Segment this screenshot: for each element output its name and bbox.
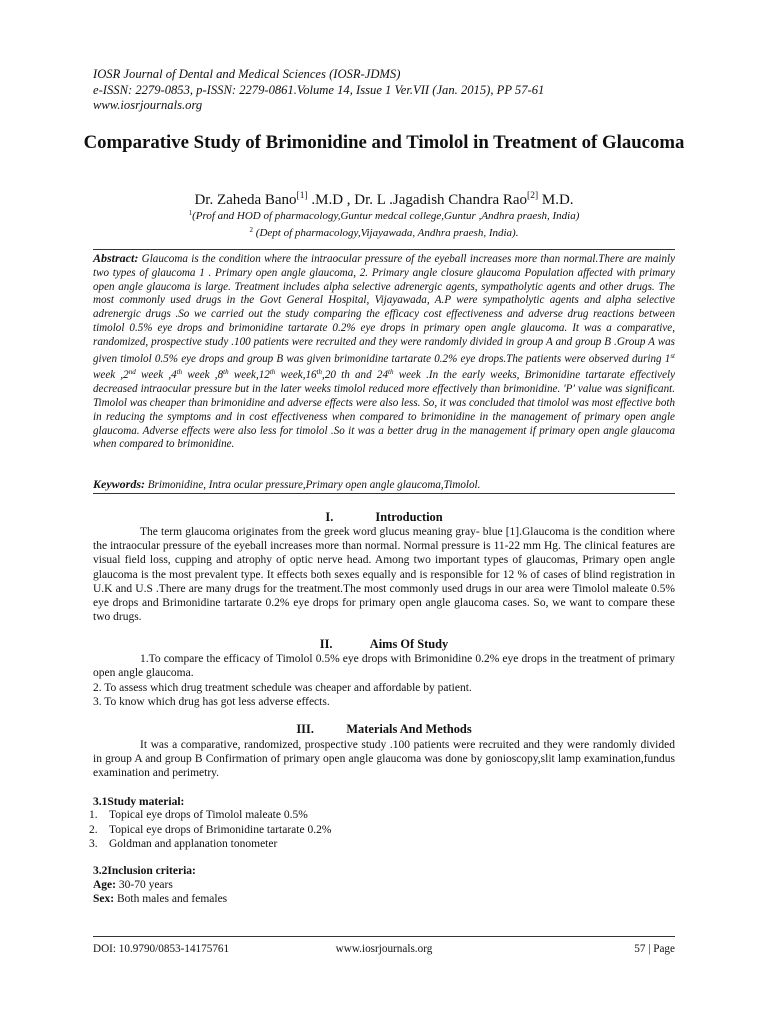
aim-3: 3. To know which drug has got less adverse effects. <box>93 696 330 708</box>
section-heading-aims: II. Aims Of Study <box>319 637 449 651</box>
keywords: Keywords: Brimonidine, Intra ocular pressure,Primary open angle glaucoma,Timolol. <box>93 477 481 491</box>
inclusion-age: Age: 30-70 years <box>93 879 173 891</box>
section-heading-methods: III. Materials And Methods <box>296 722 472 736</box>
study-material-heading: 3.1Study material: <box>93 796 185 808</box>
list-item: 3. Goldman and applanation tonometer <box>89 838 278 851</box>
abstract-bottom-rule <box>93 493 675 494</box>
affiliation-1-mark: 1 <box>188 209 193 217</box>
journal-issn: e-ISSN: 2279-0853, p-ISSN: 2279-0861.Volume 14, Issue 1 Ver.VII (Jan. 2015), PP 57-61 <box>93 82 545 97</box>
author-2-name: Dr. L .Jagadish Chandra Rao <box>354 192 528 208</box>
author-2-ref: [2] <box>527 191 539 201</box>
author-2-degree: M.D. <box>538 192 574 208</box>
abstract: Abstract: Glaucoma is the condition where the intraocular pressure of the eyeball increases more than normal.There are mainly two types of glaucoma 1 . Primary open angle glaucoma, 2. Primary angle closure glaucoma Population affected with primary open angle glaucoma is large. Treatment includes alpha selective adrenergic agents, sympatholytic agents and other drugs. The most commonly used drugs in the Govt General Hospital, Vijayawada, A.P were sympatholytic agents and alpha selective adrenergic drugs .So we carried out the study comparing the efficacy cost effectiveness and adverse drug reactions between timolol 0.5% eye drops and brimonidine tartarate 0.2% eye drops in primary open angle glaucoma. It was a comparative, randomized, prospective study .100 patients were recruited and they were randomly divided in group A and group B .Group A was given timolol 0.5% eye drops and group B was given brimonidine tartarate 0.2% eye drops.The patients were observed during 1st week ,2nd week ,4th week ,8th week,12th week,16th,20 th and 24th week .In the early weeks, Brimonidine tartarate effectively decreased intraocular pressure but in the later weeks timolol reduced more effectively than brimonidine. 'P' value was significant. Timolol was cheaper than brimonidine and adverse effects were also less. So, it was concluded that timolol was most effective both in reducing the symptoms and in cost effectiveness when compared to brimonidine in the management of primary open angle glaucoma. Adverse effects were also less for timolol .So it was a better drug in the management if primary open angle glaucoma when compared to brimonidine. <box>93 251 676 451</box>
inclusion-criteria-heading: 3.2Inclusion criteria: <box>93 865 196 877</box>
keywords-label: Keywords: <box>93 477 145 491</box>
methods-paragraph: It was a comparative, randomized, prospective study .100 patients were recruited and they were randomly divided in group A and group B Confirmation of primary open angle glaucoma was done by gonioscopy,slit lamp examination,fundus examination and perimetry. <box>93 739 675 780</box>
affiliation-2: $^2$ (Dept of pharmacology,Vijayawada, Andhra praesh, India). <box>249 226 519 239</box>
affiliation-2-mark: 2 <box>249 226 254 234</box>
footer-rule <box>93 936 675 937</box>
author-1-ref: [1] <box>296 191 308 201</box>
journal-name: IOSR Journal of Dental and Medical Sciences (IOSR-JDMS) <box>93 67 401 81</box>
aim-1: 1.To compare the efficacy of Timolol 0.5% eye drops with Brimonidine 0.2% eye drops in the treatment of primary open angle glaucoma. <box>93 653 675 680</box>
affiliations <box>60 206 708 240</box>
paper-title: Comparative Study of Brimonidine and Timolol in Treatment of Glaucoma <box>83 132 685 153</box>
list-item: 1. Topical eye drops of Timolol maleate 0.5% <box>89 809 308 821</box>
journal-website: www.iosrjournals.org <box>93 98 203 112</box>
footer-page-number: 57 | Page <box>634 943 675 955</box>
aim-2: 2. To assess which drug treatment schedule was cheaper and affordable by patient. <box>93 682 472 694</box>
footer-doi: DOI: 10.9790/0853-14175761 <box>93 943 230 955</box>
affiliation-1: $^1$(Prof and HOD of pharmacology,Guntur medcal college,Guntur ,Andhra praesh, India) <box>188 209 580 222</box>
author-1-name: Dr. Zaheda Bano <box>194 192 297 208</box>
author-1-degree: .M.D , <box>307 192 355 208</box>
section-heading-introduction: I. Introduction <box>325 510 443 524</box>
inclusion-sex: Sex: Both males and females <box>93 893 228 905</box>
footer-website: www.iosrjournals.org <box>335 943 433 955</box>
study-material-list <box>89 808 331 852</box>
page-footer <box>93 942 675 956</box>
list-item: 2. Topical eye drops of Brimonidine tartarate 0.2% <box>89 823 332 836</box>
abstract-top-rule <box>93 249 675 250</box>
journal-header <box>93 67 544 114</box>
introduction-paragraph: The term glaucoma originates from the greek word glucus meaning gray- blue [1].Glaucoma is the condition where the intraocular pressure of the eyeball increases more than normal. Normal pressure is 11-22 mm Hg. The clinical features are visual field loss, cupping and atrophy of optic nerve head. Among two important types of glaucomas, Primary open angle glaucoma is the most prevalent type. It effects both sexes equally and is responsible for 12 % of cases of blind registration in U.K and U.S .There are many drugs for the treatment.The most commonly used drugs in our area were Timolol maleate 0.5% eye drops and Brimonidine tartarate 0.2% eye drops for primary open angle glaucoma cases. So, we want to compare these two drugs. <box>93 526 675 624</box>
abstract-label: Abstract: <box>93 251 139 265</box>
